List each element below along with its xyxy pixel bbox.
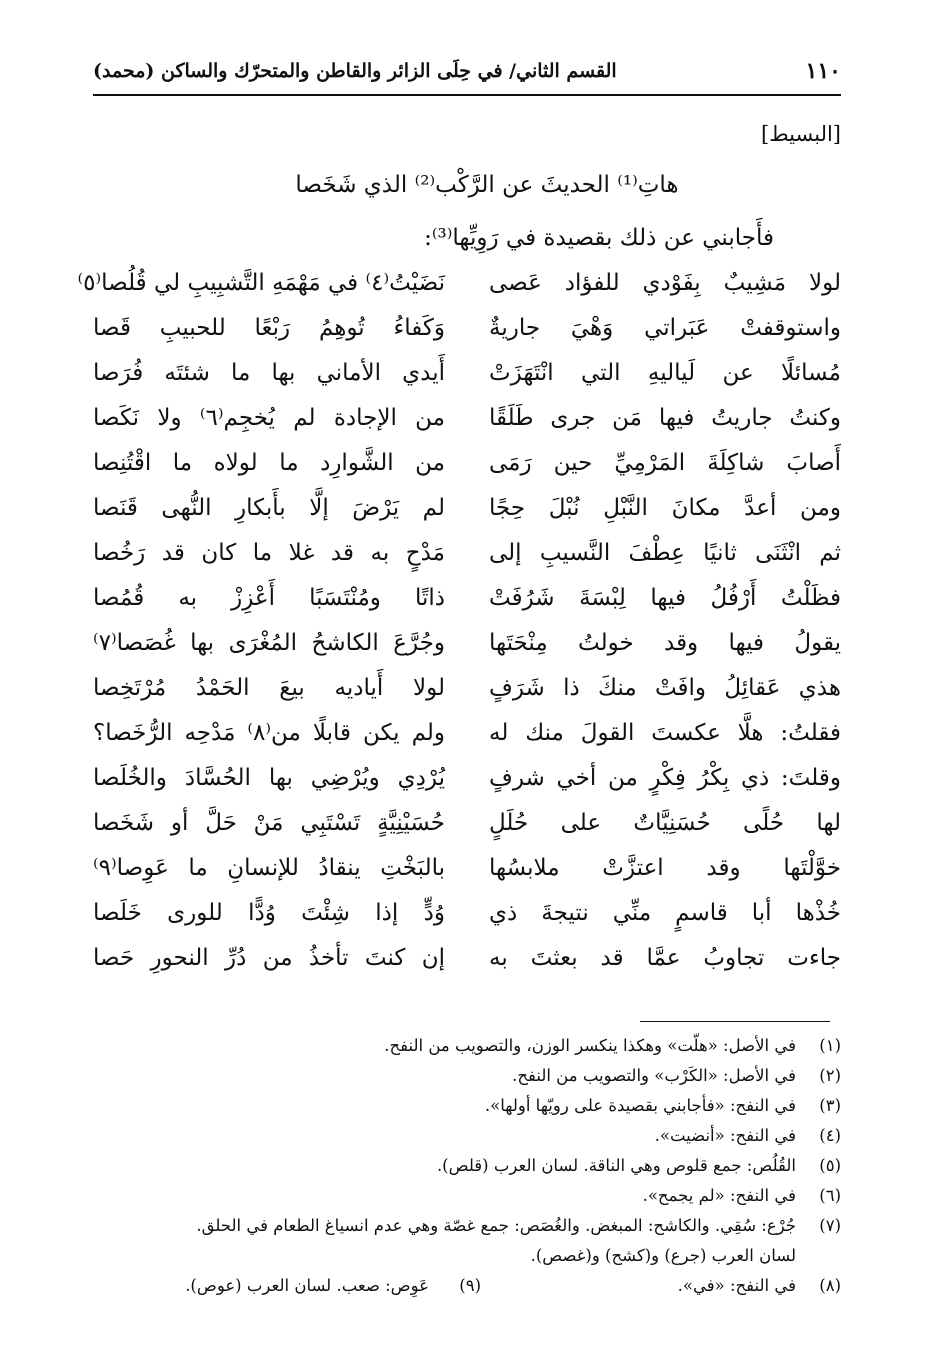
verse-second-hemistich: أَيدي الأماني بها ما شئتَه فُرَصا xyxy=(93,360,445,386)
verse-first-hemistich: خوَّلْتَها وقد اعتزَّتْ ملابسُها xyxy=(489,855,841,881)
footnote xyxy=(70,1066,841,1096)
verse-second-hemistich: من الإجادة لم يُخجِم⁽٦⁾ ولا نَكَصا xyxy=(93,405,445,431)
footnote xyxy=(70,1096,841,1126)
footnote-continuation xyxy=(70,1246,841,1276)
footnote-text: لسان العرب (جرع) و(كشح) و(غصص). xyxy=(530,1246,796,1265)
page-number: ١١٠ xyxy=(805,58,841,84)
footnote xyxy=(70,1186,841,1216)
running-title: القسم الثاني/ في حِلَى الزائر والقاطن والمتحرّك والساكن (محمد) xyxy=(93,60,617,82)
footnotes xyxy=(70,1036,841,1306)
footnote xyxy=(70,1036,841,1066)
verse-second-hemistich: من الشَّوارِد ما لولاه ما اقْتُنِصا xyxy=(93,450,445,476)
verse-second-hemistich: مَدْحٍ به قد غلا ما كان قد رَخُصا xyxy=(93,540,445,566)
footnote-text: عَوِص: صعب. لسان العرب (عوص). xyxy=(185,1276,429,1295)
verse-second-hemistich: نَضَيْتُ⁽٤⁾ في مَهْمَهِ التَّشبِيبِ لي قُلُصا⁽٥⁾ xyxy=(77,270,445,296)
verse-second-hemistich: لم يَرْضَ إلَّا بأَبكارِ النُّهى قَنَصا xyxy=(93,495,445,521)
verse-second-hemistich: إن كنتَ تأخذُ من دُرِّ النحورِ حَصا xyxy=(93,945,445,971)
verse-second-hemistich: يُرْدِي ويُرْضِي بها الحُسَّادَ والخُلَصا xyxy=(93,765,445,791)
footnote-pair xyxy=(70,1276,841,1306)
verse-second-hemistich: وَكَفاءُ تُوهِمُ رَبْعًا للحبيبِ قَصا xyxy=(93,315,445,341)
verse-first-hemistich: فقلتُ: هلَّا عكستَ القولَ منك له xyxy=(489,720,841,746)
verse-second-hemistich: وجُرَّعَ الكاشحُ المُغْرَى بها غُصَصا⁽٧⁾ xyxy=(93,630,445,656)
footnote-text: في الأصل: «هلّت» وهكذا ينكسر الوزن، والتصويب من النفح. xyxy=(384,1036,796,1055)
footnote-text: في النفح: «في». xyxy=(677,1276,796,1295)
footnote-text: في الأصل: «الكَرْب» والتصويب من النفح. xyxy=(512,1066,796,1085)
verse-first-hemistich: ومن أعدَّ مكانَ النَّبْلِ نُبْلَ حِجًا xyxy=(489,495,841,521)
running-header xyxy=(93,58,841,90)
verse-first-hemistich: هذي عَقائِلُ وافَتْ منكَ ذا شَرَفٍ xyxy=(489,675,841,701)
footnote-text: في النفح: «فأجابني بقصيدة على رويّها أولها». xyxy=(484,1096,796,1115)
poem-verses xyxy=(77,270,841,1000)
verse-first-hemistich: وقلتَ: ذي بِكْرُ فِكْرٍ من أخي شرفٍ xyxy=(489,765,841,791)
footnote-number: (٨) xyxy=(819,1276,841,1295)
footnote-text: القُلُص: جمع قلوص وهي الناقة. لسان العرب (قلص). xyxy=(436,1156,796,1175)
verse-second-hemistich: ولم يكن قابلًا من⁽٨⁾ مَدْحِه الرُّخَصا؟ xyxy=(93,720,445,746)
footnote-number: (٦) xyxy=(819,1186,841,1205)
footnote-number: (٢) xyxy=(819,1066,841,1085)
footnote-number: (٩) xyxy=(459,1276,481,1295)
verse-first-hemistich: وكنتُ جاريتُ فيها مَن جرى طَلَقًا xyxy=(489,405,841,431)
footnote xyxy=(70,1156,841,1186)
verse-first-hemistich: فظَلْتُ أَرْفُلُ فيها لِبْسَةَ شَرُفَتْ xyxy=(489,585,841,611)
verse-first-hemistich: مُسائلًا عن لَياليهِ التي انْتَهَزَتْ xyxy=(489,360,841,386)
verse-first-hemistich: لولا مَشِيبٌ بِفَوْدي للفؤاد عَصى xyxy=(489,270,841,296)
footnote xyxy=(70,1216,841,1246)
footnote-number: (١) xyxy=(819,1036,841,1055)
footnote xyxy=(70,1126,841,1156)
footnote-number: (٥) xyxy=(819,1156,841,1175)
footnote-number: (٤) xyxy=(819,1126,841,1145)
intro-line-2: فأَجابني عن ذلك بقصيدة في رَوِيِّها⁽³⁾: xyxy=(424,225,774,251)
verse xyxy=(93,945,841,1001)
verse-second-hemistich: ذاتًا ومُنْتَسَبًا أَعْزِزْ به قُمُصا xyxy=(93,585,445,611)
verse-first-hemistich: واستوقفتْ عَبَراتي وَهْيَ جاريةٌ xyxy=(489,315,841,341)
meter-label: [البسيط] xyxy=(761,122,841,146)
footnote-text: في النفح: «لم يجمح». xyxy=(642,1186,796,1205)
header-rule xyxy=(93,94,841,96)
verse-second-hemistich: وُدٍّ إذا شِئْتَ وُدًّا للورى خَلَصا xyxy=(93,900,445,926)
verse-first-hemistich: ثم انْثَنَى ثانيًا عِطْفَ النَّسيبِ إلى xyxy=(489,540,841,566)
verse-first-hemistich: جاءت تجاوبُ عمَّا قد بعثتَ به xyxy=(489,945,841,971)
verse-first-hemistich: لها حُلًى حُسَنِيَّاتٌ على حُلَلٍ xyxy=(489,810,841,836)
footnote-text: في النفح: «أنضيت». xyxy=(654,1126,796,1145)
verse-first-hemistich: خُذْها أبا قاسمٍ منِّي نتيجةَ ذي xyxy=(489,900,841,926)
verse-second-hemistich: حُسَيْنِيَّةٍ تَسْتَبِي مَنْ حَلَّ أو شَخَصا xyxy=(93,810,445,836)
footnote-number: (٣) xyxy=(819,1096,841,1115)
verse-second-hemistich: بالبَخْتِ ينقادُ للإنسانِ ما عَوِصا⁽٩⁾ xyxy=(93,855,445,881)
verse-first-hemistich: أَصابَ شاكِلَةَ المَرْمِيِّ حين رَمَى xyxy=(489,450,841,476)
footnote-text: جُرْع: سُقِي. والكاشح: المبغض. والغُصَص: جمع غصّة وهي عدم انسياغ الطعام في الحلق. xyxy=(196,1216,796,1235)
footnote-rule xyxy=(640,1021,830,1022)
verse-first-hemistich: يقولُ فيها وقد خولتُ مِنْحَتَها xyxy=(489,630,841,656)
footnote-number: (٧) xyxy=(819,1216,841,1235)
verse-second-hemistich: لولا أَياديه بيعَ الحَمْدُ مُرْتَخِصا xyxy=(93,675,445,701)
intro-line-1: هاتِ⁽¹⁾ الحديثَ عن الرَّكْب⁽²⁾ الذي شَخَصا xyxy=(295,172,679,198)
